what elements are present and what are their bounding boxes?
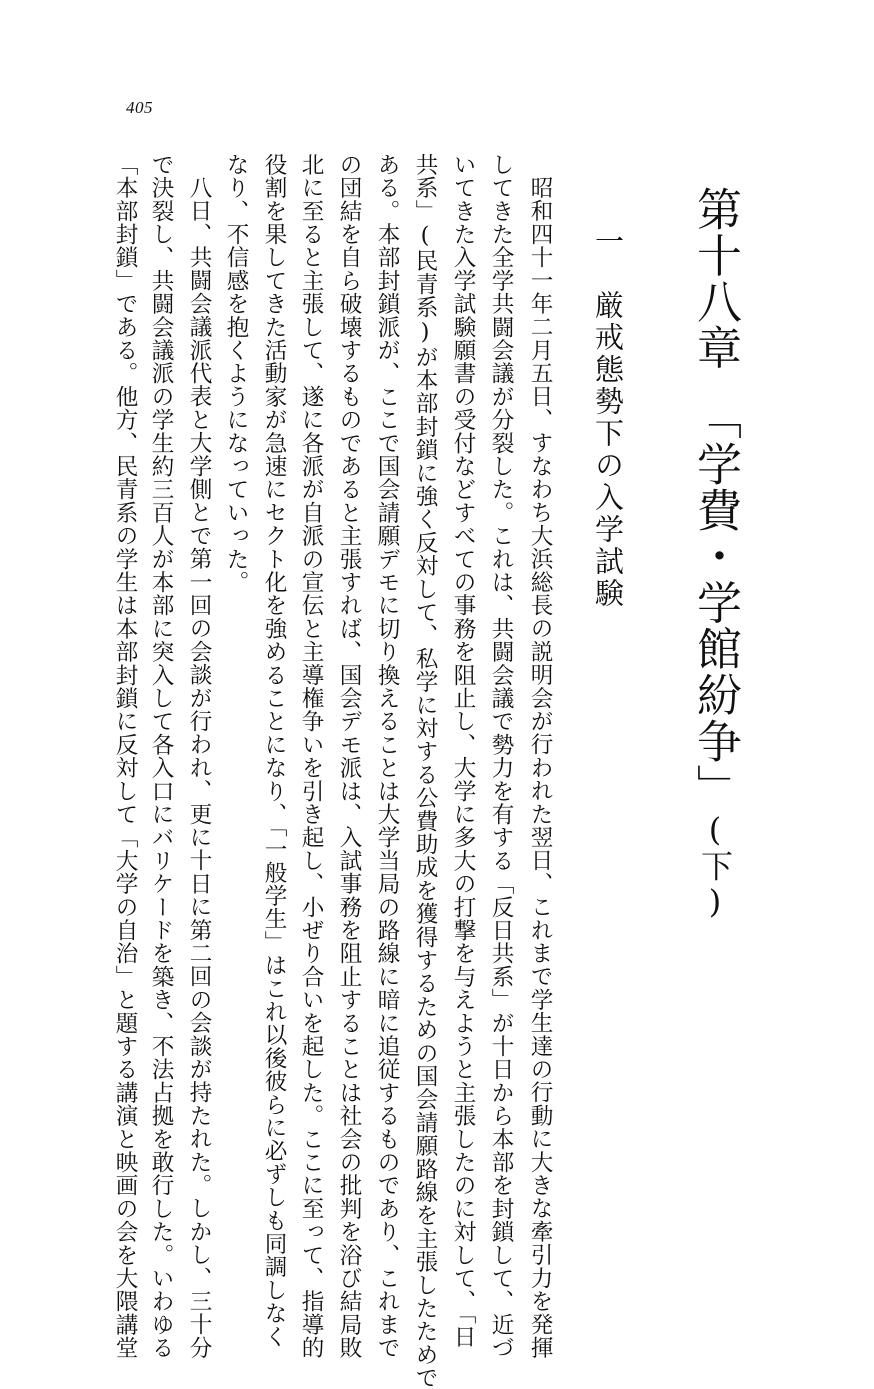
body-line: してきた全学共闘会議が分裂した。これは、共闘会議で勢力を有する「反日共系」が十日から本部を封鎖して、近づ <box>488 153 514 1360</box>
section-heading: 一 厳戒態勢下の入学試験 <box>591 226 625 610</box>
body-line: で決裂し、共闘会議派の学生約三百人が本部に突入して各入口にバリケードを築き、不法占拠を敢行した。いわゆる <box>148 153 174 1360</box>
chapter-title-suffix: (下) <box>696 810 734 922</box>
chapter-title-text: 第十八章 「学費・学館紛争」 <box>689 186 742 811</box>
page-number: 405 <box>126 98 153 117</box>
body-line: 北に至ると主張して、遂に各派が自派の宣伝と主導権争いを引き起し、小ぜり合いを起した。ここに至って、指導的 <box>298 153 324 1360</box>
body-line: ある。本部封鎖派が、ここで国会請願デモに切り換えることは大学当局の路線に暗に追従するものであり、これまで <box>374 153 400 1360</box>
body-line: 八日、共闘会議派代表と大学側とで第一回の会談が行われ、更に十日に第二回の会談が持たれた。しかし、三十分 <box>186 176 212 1360</box>
chapter-title <box>688 186 742 1066</box>
body-line: 昭和四十一年二月五日、すなわち大浜総長の説明会が行われた翌日、これまで学生達の行動に大きな牽引力を発揮 <box>527 176 553 1360</box>
body-line: 「本部封鎖」である。他方、民青系の学生は本部封鎖に反対して「大学の自治」と題する講演と映画の会を大隈講堂 <box>112 153 138 1360</box>
body-line: 共系」(民青系)が本部封鎖に強く反対して、私学に対する公費助成を獲得するための国会請願路線を主張したためで <box>412 153 438 1389</box>
body-line: いてきた入学試験願書の受付などすべての事務を阻止し、大学に多大の打撃を与えようと主張したのに対して、「日 <box>450 153 476 1349</box>
body-line: の団結を自ら破壊するものであると主張すれば、国会デモ派は、入試事務を阻止することは社会の批判を浴び結局敗 <box>336 153 362 1360</box>
body-line: 役割を果してきた活動家が急速にセクト化を強めることになり、「一般学生」はこれ以後彼らに必ずしも同調しなく <box>261 153 287 1349</box>
body-line: なり、不信感を抱くようになっていった。 <box>223 153 249 594</box>
